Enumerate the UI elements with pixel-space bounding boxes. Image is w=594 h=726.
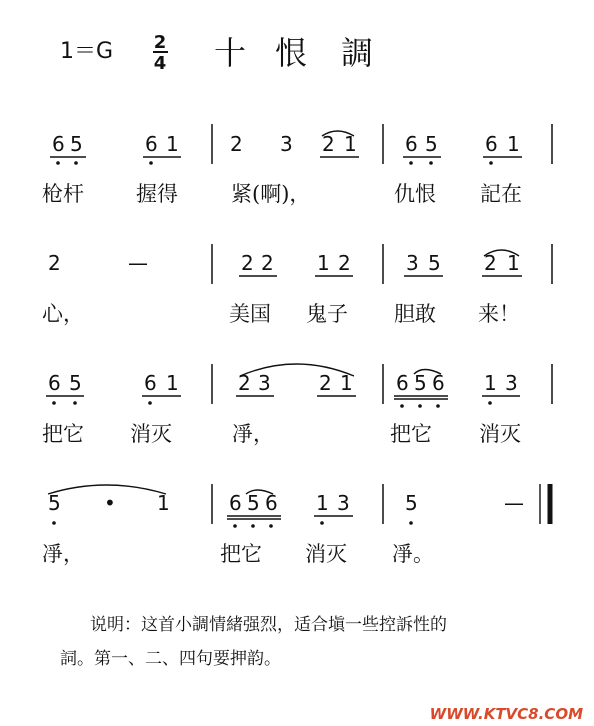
note: 6 <box>52 132 65 156</box>
note: 1 <box>484 371 497 395</box>
site-watermark: WWW.KTVC8.COM <box>429 705 583 723</box>
note: 6 <box>396 371 409 395</box>
note: — <box>504 491 524 515</box>
low-octave-dot <box>233 524 237 528</box>
score-line-2 <box>42 244 552 327</box>
note: 1 <box>317 251 330 275</box>
score-line-1 <box>42 124 552 207</box>
lyric: 消灭 <box>479 422 521 446</box>
lyric: 鬼子 <box>306 302 348 326</box>
lyric: 凈， <box>42 542 84 566</box>
note: 2 <box>322 132 335 156</box>
note: 1 <box>316 491 329 515</box>
note: 6 <box>229 491 242 515</box>
time-signature-top: 2 <box>153 32 167 53</box>
note: 2 <box>238 371 251 395</box>
lyric: 紧(啊)， <box>231 182 311 206</box>
note: 2 <box>230 132 243 156</box>
lyric: 美国 <box>229 302 271 326</box>
note: 3 <box>406 251 419 275</box>
low-octave-dot <box>251 524 255 528</box>
score-line-4 <box>42 484 550 567</box>
note: 3 <box>280 132 293 156</box>
lyric: 握得 <box>136 182 178 206</box>
explanation-line-1: 说明：这首小調情緒强烈，适合塡一些控訴性的 <box>90 615 447 635</box>
low-octave-dot <box>52 521 56 525</box>
lyric: 消灭 <box>130 422 172 446</box>
note: 6 <box>144 371 157 395</box>
lyric: 記在 <box>480 182 522 206</box>
low-octave-dot <box>73 401 77 405</box>
low-octave-dot <box>488 401 492 405</box>
low-octave-dot <box>400 404 404 408</box>
lyric: 把它 <box>42 422 84 446</box>
lyric: 凈。 <box>392 542 434 566</box>
low-octave-dot <box>320 521 324 525</box>
title-char-3: 調 <box>341 34 374 72</box>
low-octave-dot <box>489 161 493 165</box>
note: 1 <box>344 132 357 156</box>
note: 5 <box>70 132 83 156</box>
low-octave-dot <box>148 401 152 405</box>
low-octave-dot <box>149 161 153 165</box>
score-line-3 <box>42 364 552 447</box>
note: • <box>104 491 116 515</box>
note: 2 <box>484 251 497 275</box>
note: 3 <box>505 371 518 395</box>
low-octave-dot <box>409 161 413 165</box>
note: 2 <box>241 251 254 275</box>
note: 5 <box>48 491 61 515</box>
low-octave-dot <box>74 161 78 165</box>
lyric: 来！ <box>478 302 520 326</box>
note: 6 <box>485 132 498 156</box>
note: 5 <box>247 491 260 515</box>
score-header <box>60 32 373 74</box>
note: 1 <box>507 132 520 156</box>
note: 6 <box>405 132 418 156</box>
note: 1 <box>507 251 520 275</box>
explanation-line-2: 詞。第一、二、四句要押韵。 <box>60 649 281 669</box>
note: 5 <box>414 371 427 395</box>
low-octave-dot <box>56 161 60 165</box>
lyric: 心， <box>42 302 84 326</box>
lyric: 仇恨 <box>394 182 436 206</box>
note: 1 <box>340 371 353 395</box>
note: 5 <box>428 251 441 275</box>
note: 2 <box>48 251 61 275</box>
note: 6 <box>432 371 445 395</box>
note: 6 <box>48 371 61 395</box>
low-octave-dot <box>429 161 433 165</box>
note: 1 <box>157 491 170 515</box>
title-char-1: 十 <box>214 34 247 72</box>
low-octave-dot <box>52 401 56 405</box>
title-char-2: 恨 <box>275 34 308 72</box>
note: 6 <box>145 132 158 156</box>
note: 3 <box>337 491 350 515</box>
note: 2 <box>261 251 274 275</box>
note: 5 <box>405 491 418 515</box>
lyric: 把它 <box>390 422 432 446</box>
time-signature-bottom: 4 <box>153 53 167 74</box>
note: 1 <box>166 132 179 156</box>
lyric: 枪杆 <box>42 182 84 206</box>
note: 5 <box>69 371 82 395</box>
low-octave-dot <box>436 404 440 408</box>
note: 2 <box>338 251 351 275</box>
note: — <box>128 251 148 275</box>
note: 6 <box>265 491 278 515</box>
low-octave-dot <box>269 524 273 528</box>
explanation-note <box>60 615 447 669</box>
lyric: 凈， <box>232 422 274 446</box>
note: 5 <box>425 132 438 156</box>
note: 3 <box>258 371 271 395</box>
note: 1 <box>166 371 179 395</box>
low-octave-dot <box>418 404 422 408</box>
low-octave-dot <box>409 521 413 525</box>
key-signature: 1＝G <box>60 39 114 64</box>
lyric: 把它 <box>220 542 262 566</box>
lyric: 消灭 <box>305 542 347 566</box>
lyric: 胆敢 <box>394 302 436 326</box>
note: 2 <box>319 371 332 395</box>
